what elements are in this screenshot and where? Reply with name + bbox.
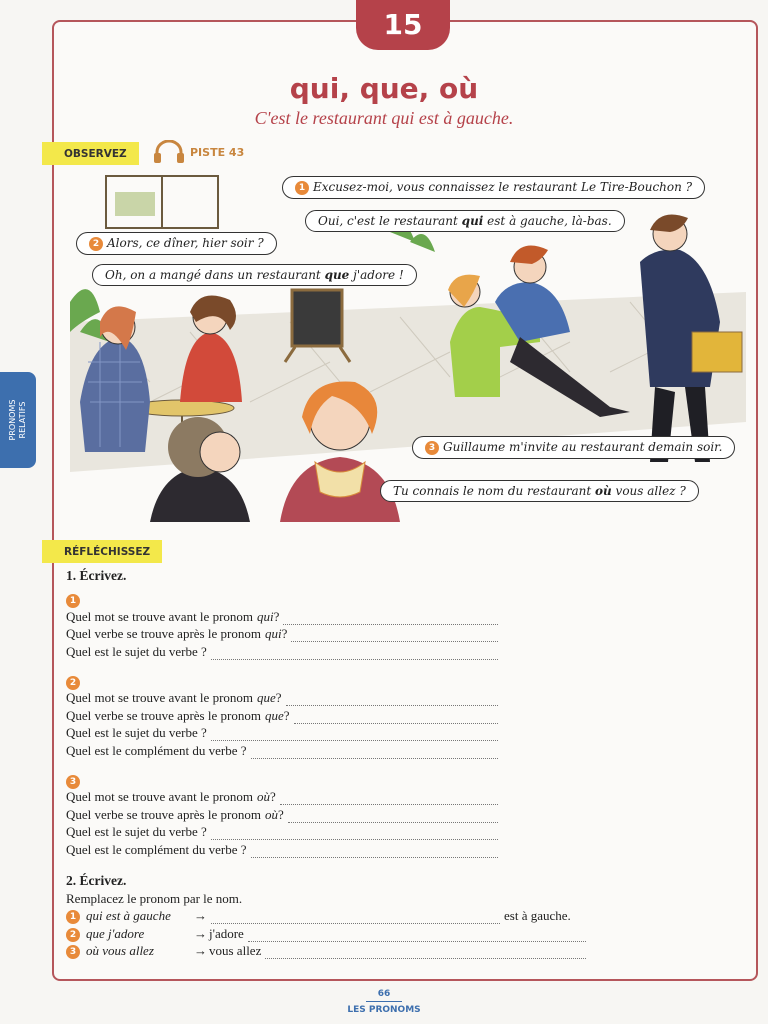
page-number: 66	[377, 989, 391, 999]
speech-bubble-3-reply: Tu connais le nom du restaurant où vous allez ?	[380, 480, 699, 502]
speech-bubble-3: 3 Guillaume m'invite au restaurant demain soir.	[412, 436, 735, 459]
question-group	[66, 771, 498, 858]
question-group	[66, 590, 498, 660]
question-pronoun: qui	[257, 608, 274, 624]
answer-blank[interactable]	[280, 792, 498, 805]
question-punctuation: ?	[281, 626, 288, 641]
exercise-2-instruction: Remplacez le pronom par le nom.	[66, 890, 243, 906]
answer-blank[interactable]	[283, 612, 498, 625]
question-row	[66, 689, 498, 707]
rewrite-start: j'adore	[209, 925, 244, 941]
question-row	[66, 741, 498, 759]
answer-blank[interactable]	[265, 946, 586, 959]
page-title: qui, que, où	[289, 72, 479, 105]
arrow-icon: →	[194, 943, 207, 958]
question-row	[66, 823, 498, 841]
page-subtitle: C'est le restaurant qui est à gauche.	[254, 108, 514, 128]
question-text: Quel est le complément du verbe ?	[66, 841, 247, 857]
observe-label: OBSERVEZ	[42, 142, 139, 165]
chapter-side-tab-label: PRONOMS RELATIFS	[8, 399, 27, 441]
speech-bubble-2-reply: Oh, on a mangé dans un restaurant que j'adore !	[92, 264, 417, 286]
question-row	[66, 788, 498, 806]
question-row	[66, 840, 498, 858]
answer-blank[interactable]	[251, 746, 499, 759]
rewrite-start: vous allez	[209, 943, 262, 958]
question-pronoun: que	[257, 690, 276, 705]
question-row	[66, 805, 498, 823]
answer-blank[interactable]	[211, 827, 498, 840]
rewrite-item-number: 1	[66, 910, 80, 924]
relative-clause: qui est à gauche	[86, 908, 171, 923]
relative-clause: où vous allez	[86, 943, 154, 958]
question-row	[66, 625, 498, 643]
exercise-2	[66, 873, 586, 959]
question-punctuation: ?	[283, 707, 290, 723]
question-row	[66, 724, 498, 742]
answer-blank[interactable]	[291, 629, 498, 642]
question-text: Quel est le complément du verbe ?	[66, 742, 247, 758]
footer-divider	[366, 1001, 402, 1002]
question-pronoun: où	[264, 806, 278, 822]
answer-blank[interactable]	[248, 929, 586, 942]
rewrite-item-number: 3	[66, 945, 80, 959]
question-punctuation: ?	[270, 789, 276, 804]
question-group-number: 3	[66, 775, 80, 789]
question-group-number: 1	[66, 594, 80, 608]
question-text: Quel est le sujet du verbe ?	[66, 725, 207, 740]
track-label: PISTE 43	[190, 145, 245, 159]
relative-clause: que j'adore	[86, 925, 145, 941]
question-pronoun: que	[264, 707, 284, 723]
question-punctuation: ?	[275, 690, 282, 705]
arrow-icon: →	[194, 925, 207, 941]
arrow-icon: →	[194, 908, 207, 923]
rewrite-item	[66, 942, 586, 960]
question-text: Quel verbe se trouve après le pronom	[66, 806, 261, 822]
answer-blank[interactable]	[211, 647, 498, 660]
question-row	[66, 706, 498, 724]
rewrite-item	[66, 924, 586, 942]
exercise-1-heading: 1. Écrivez.	[66, 568, 127, 583]
footer-section: LES PRONOMS	[347, 1005, 421, 1015]
exercise-2-heading: 2. Écrivez.	[66, 873, 127, 888]
question-row	[66, 607, 498, 625]
question-row	[66, 642, 498, 660]
speech-bubble-2: 2 Alors, ce dîner, hier soir ?	[76, 232, 277, 255]
answer-blank[interactable]	[286, 693, 498, 706]
question-text: Quel est le sujet du verbe ?	[66, 824, 207, 839]
question-punctuation: ?	[273, 608, 280, 624]
chapter-side-tab[interactable]	[0, 372, 36, 468]
question-text: Quel est le sujet du verbe ?	[66, 643, 207, 659]
question-text: Quel verbe se trouve après le pronom	[66, 626, 261, 641]
question-pronoun: qui	[264, 626, 282, 641]
reflect-label: RÉFLÉCHISSEZ	[42, 540, 162, 563]
question-punctuation: ?	[277, 806, 284, 822]
answer-blank[interactable]	[288, 810, 498, 823]
exercise-1	[66, 568, 498, 858]
question-text: Quel mot se trouve avant le pronom	[66, 690, 254, 705]
answer-blank[interactable]	[211, 728, 498, 741]
answer-blank[interactable]	[211, 911, 500, 924]
question-group-number: 2	[66, 676, 80, 690]
question-text: Quel mot se trouve avant le pronom	[66, 789, 254, 804]
question-group	[66, 672, 498, 759]
question-text: Quel mot se trouve avant le pronom	[66, 608, 254, 624]
headphones-icon	[152, 140, 186, 164]
audio-track[interactable]	[152, 140, 244, 164]
speech-bubble-1-reply: Oui, c'est le restaurant qui est à gauche, là-bas.	[305, 210, 625, 232]
rewrite-item-number: 2	[66, 928, 80, 942]
answer-blank[interactable]	[251, 845, 499, 858]
answer-blank[interactable]	[294, 711, 499, 724]
speech-bubble-1: 1 Excusez-moi, vous connaissez le restaurant Le Tire-Bouchon ?	[282, 176, 705, 199]
lesson-number-badge: 15	[356, 0, 450, 50]
rewrite-end: est à gauche.	[504, 908, 571, 923]
question-text: Quel verbe se trouve après le pronom	[66, 707, 261, 723]
rewrite-item	[66, 907, 586, 925]
question-pronoun: où	[257, 789, 271, 804]
